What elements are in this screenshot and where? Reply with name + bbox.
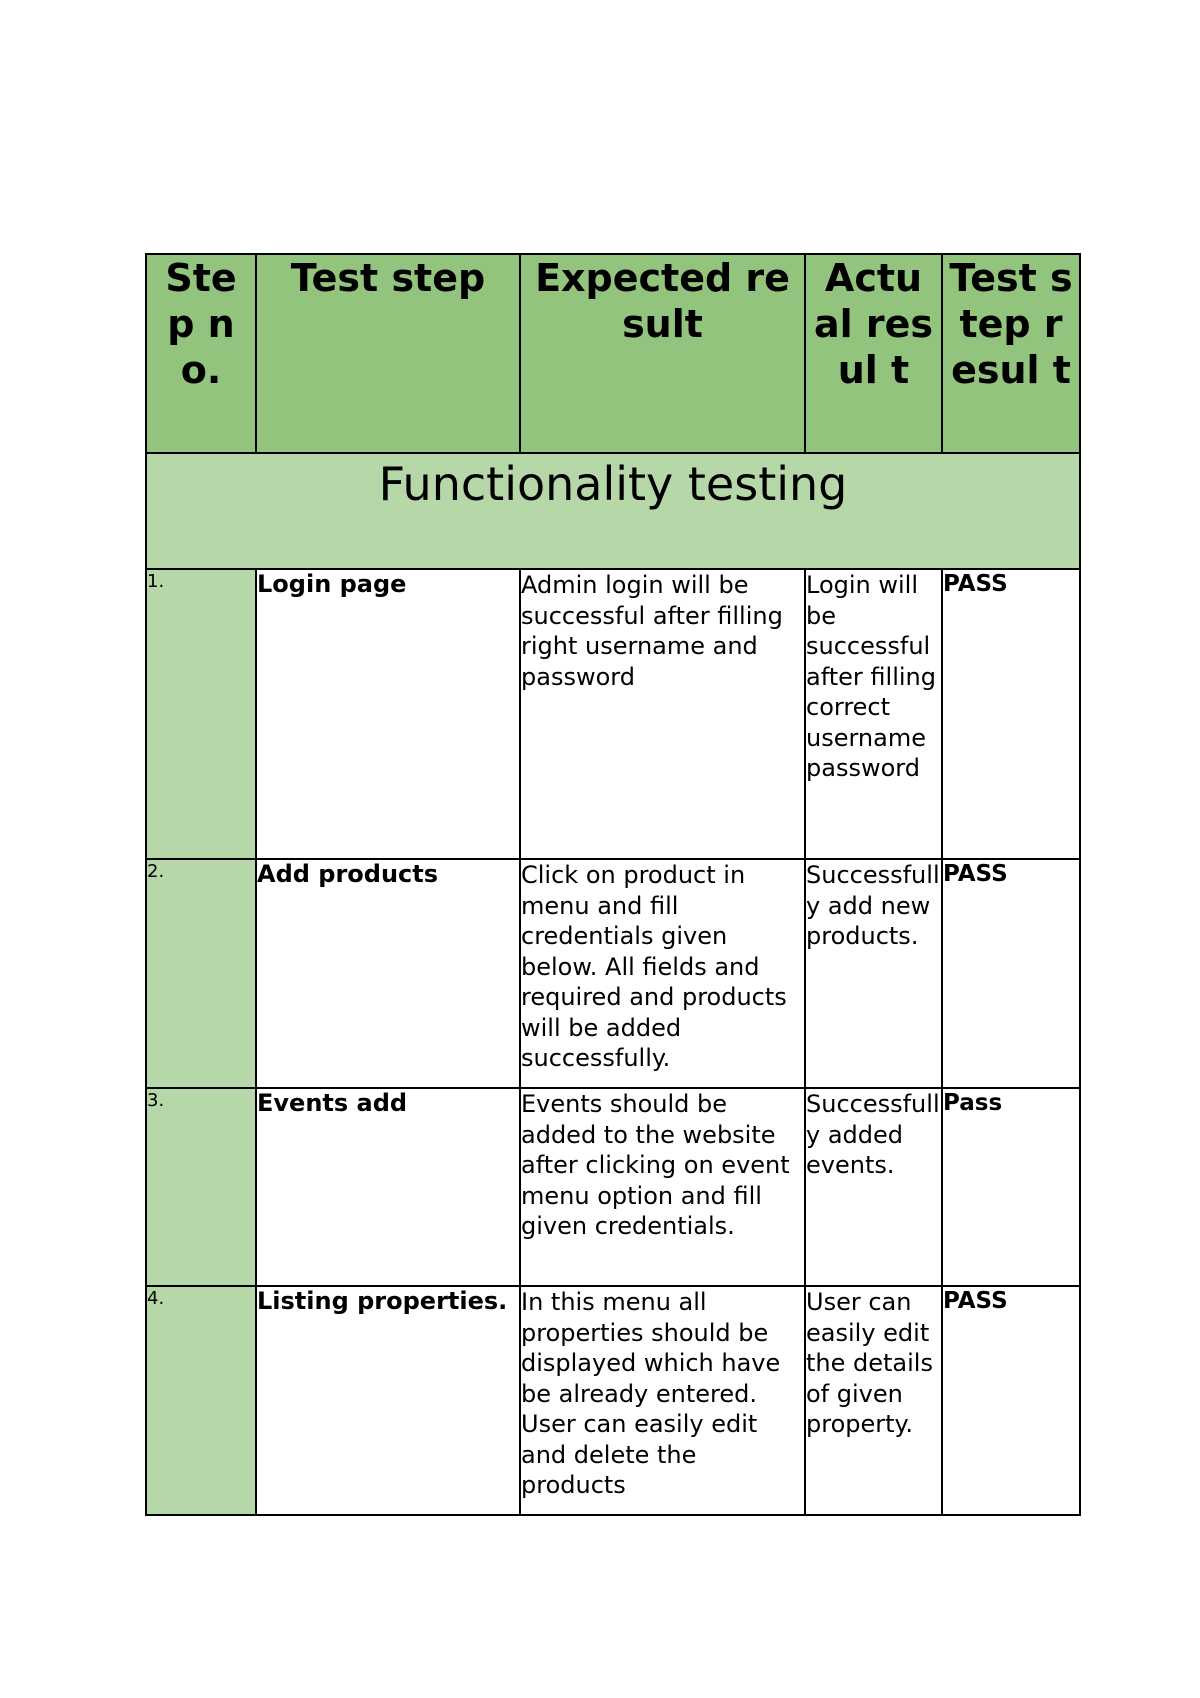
section-row	[146, 453, 1080, 569]
test-step-cell: Events add	[256, 1088, 520, 1286]
step-number-cell: 4.	[146, 1286, 256, 1515]
header-test-step: Test step	[256, 254, 520, 453]
actual-result-cell: Successfully added events.	[805, 1088, 942, 1286]
table-row	[146, 859, 1080, 1088]
table-row	[146, 569, 1080, 859]
step-number-cell: 3.	[146, 1088, 256, 1286]
table-row	[146, 1088, 1080, 1286]
table-row	[146, 1286, 1080, 1515]
test-step-cell: Login page	[256, 569, 520, 859]
test-result-cell: Pass	[942, 1088, 1080, 1286]
actual-result-cell: User can easily edit the details of given property.	[805, 1286, 942, 1515]
test-result-cell: PASS	[942, 1286, 1080, 1515]
expected-result-cell: Click on product in menu and fill credentials given below. All fields and required and products will be added successfully.	[520, 859, 805, 1088]
expected-result-cell: Admin login will be successful after filling right username and password	[520, 569, 805, 859]
section-title: Functionality testing	[146, 453, 1080, 569]
expected-result-cell: In this menu all properties should be displayed which have be already entered. User can easily edit and delete the products	[520, 1286, 805, 1515]
test-step-cell: Add products	[256, 859, 520, 1088]
step-number-cell: 2.	[146, 859, 256, 1088]
header-step-no: Ste p no.	[146, 254, 256, 453]
header-actual-result: Actu al resul t	[805, 254, 942, 453]
test-step-cell: Listing properties.	[256, 1286, 520, 1515]
test-result-cell: PASS	[942, 569, 1080, 859]
actual-result-cell: Login will be successful after filling correct username password	[805, 569, 942, 859]
header-row	[146, 254, 1080, 453]
test-result-cell: PASS	[942, 859, 1080, 1088]
header-expected-result: Expected result	[520, 254, 805, 453]
actual-result-cell: Successfully add new products.	[805, 859, 942, 1088]
test-case-table	[145, 253, 1081, 1516]
header-test-step-result: Test step resul t	[942, 254, 1080, 453]
step-number-cell: 1.	[146, 569, 256, 859]
expected-result-cell: Events should be added to the website after clicking on event menu option and fill given credentials.	[520, 1088, 805, 1286]
